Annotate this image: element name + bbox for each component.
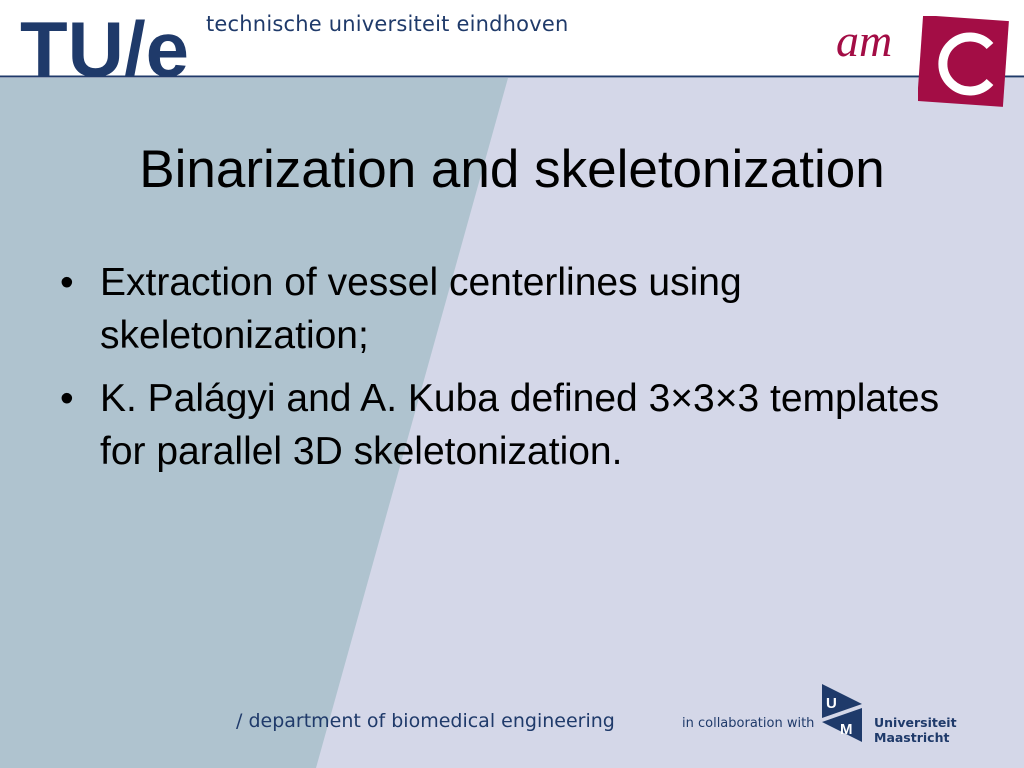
um-logo <box>818 682 866 744</box>
amc-logo <box>918 16 1010 108</box>
bullet-item <box>60 372 990 478</box>
bullet-item <box>60 256 990 362</box>
university-name: technische universiteit eindhoven <box>206 12 569 36</box>
slide-title: Binarization and skeletonization <box>139 140 885 199</box>
partner-name: Universiteit Maastricht <box>874 715 957 745</box>
tue-logo-text: TU/e <box>20 8 190 88</box>
bullet-dot: • <box>60 261 74 304</box>
bullet-text: K. Palágyi and A. Kuba defined 3×3×3 templates for parallel 3D skeletonization. <box>100 377 940 473</box>
amc-logo-text: am <box>836 15 893 66</box>
collaboration-label: in collaboration with <box>682 716 815 731</box>
tue-logo <box>20 8 190 88</box>
um-logo-u: U <box>826 695 837 712</box>
bullet-list <box>60 256 990 488</box>
bullet-text: Extraction of vessel centerlines using skeletonization; <box>100 261 742 357</box>
bullet-dot: • <box>60 377 74 420</box>
um-logo-m: M <box>840 721 853 738</box>
department-label: / department of biomedical engineering <box>236 710 615 732</box>
